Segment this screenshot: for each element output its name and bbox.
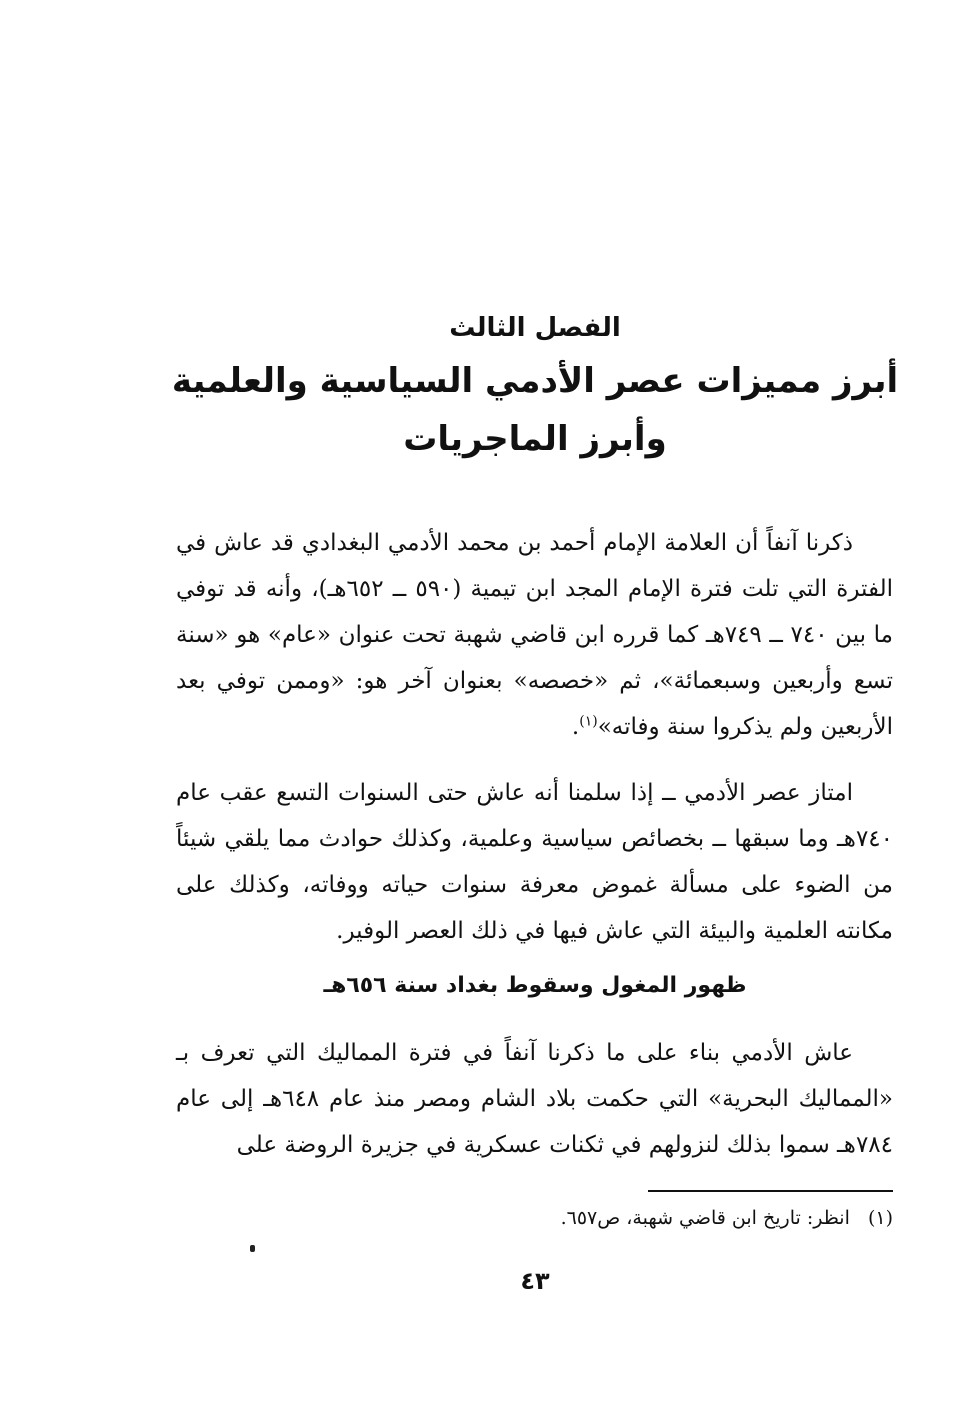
section-heading: ظهور المغول وسقوط بغداد سنة ٦٥٦هـ	[323, 973, 747, 998]
paragraph-era-features-text: امتاز عصر الأدمي ــ إذا سلمنا أنه عاش حتى السنوات التسع عقب عام ٧٤٠هـ وما سبقها ــ بخصائص سياسية وعلمية، وكذلك حوادث مما يلقي شيئاً من الضوء على مسألة غموض معرفة سنوات حياته ووفاته، وكذلك على مكانته العلمية والبيئة التي عاش فيها في ذلك العصر الوفير.	[176, 780, 893, 944]
chapter-title-line-2: وأبرز الماجريات	[403, 419, 667, 459]
paragraph-mamluks-text: عاش الأدمي بناء على ما ذكرنا آنفاً في فترة المماليك التي تعرف بـ «المماليك البحرية» التي حكمت بلاد الشام ومصر منذ عام ٦٤٨هـ إلى عام ٧٨٤هـ سموا بذلك لنزولهم في ثكنات عسكرية في جزيرة الروضة على	[176, 1040, 894, 1158]
footnote-text: انظر: تاريخ ابن قاضي شهبة، ص٦٥٧.	[560, 1207, 850, 1229]
chapter-title	[0, 352, 980, 468]
footnote	[176, 1203, 893, 1233]
paragraph-mamluks	[176, 1030, 893, 1168]
paragraph-intro-end: .	[571, 714, 580, 740]
paragraph-intro-text	[176, 520, 893, 750]
footnote-number: (١)	[867, 1207, 893, 1229]
paragraph-era-features	[176, 770, 893, 954]
chapter-label: الفصل الثالث	[449, 313, 621, 343]
page-number: ٤٣	[520, 1267, 550, 1295]
ink-speck	[250, 1245, 255, 1252]
chapter-title-line-1: أبرز مميزات عصر الأدمي السياسية والعلمية	[171, 361, 899, 401]
footnote-divider	[648, 1190, 893, 1192]
paragraph-intro	[176, 520, 893, 750]
paragraph-intro-body: ذكرنا آنفاً أن العلامة الإمام أحمد بن محمد الأدمي البغدادي قد عاش في الفترة التي تلت فترة الإمام المجد ابن تيمية (٥٩٠ ــ ٦٥٢هـ)، وأنه قد توفي ما بين ٧٤٠ ــ ٧٤٩هـ كما قرره ابن قاضي شهبة تحت عنوان «عام» هو «سنة تسع وأربعين وسبعمائة»، ثم «خصصه» بعنوان آخر هو: «وممن توفي بعد الأربعين ولم يذكروا سنة وفاته»	[176, 530, 894, 740]
footnote-reference: (١)	[579, 713, 598, 730]
